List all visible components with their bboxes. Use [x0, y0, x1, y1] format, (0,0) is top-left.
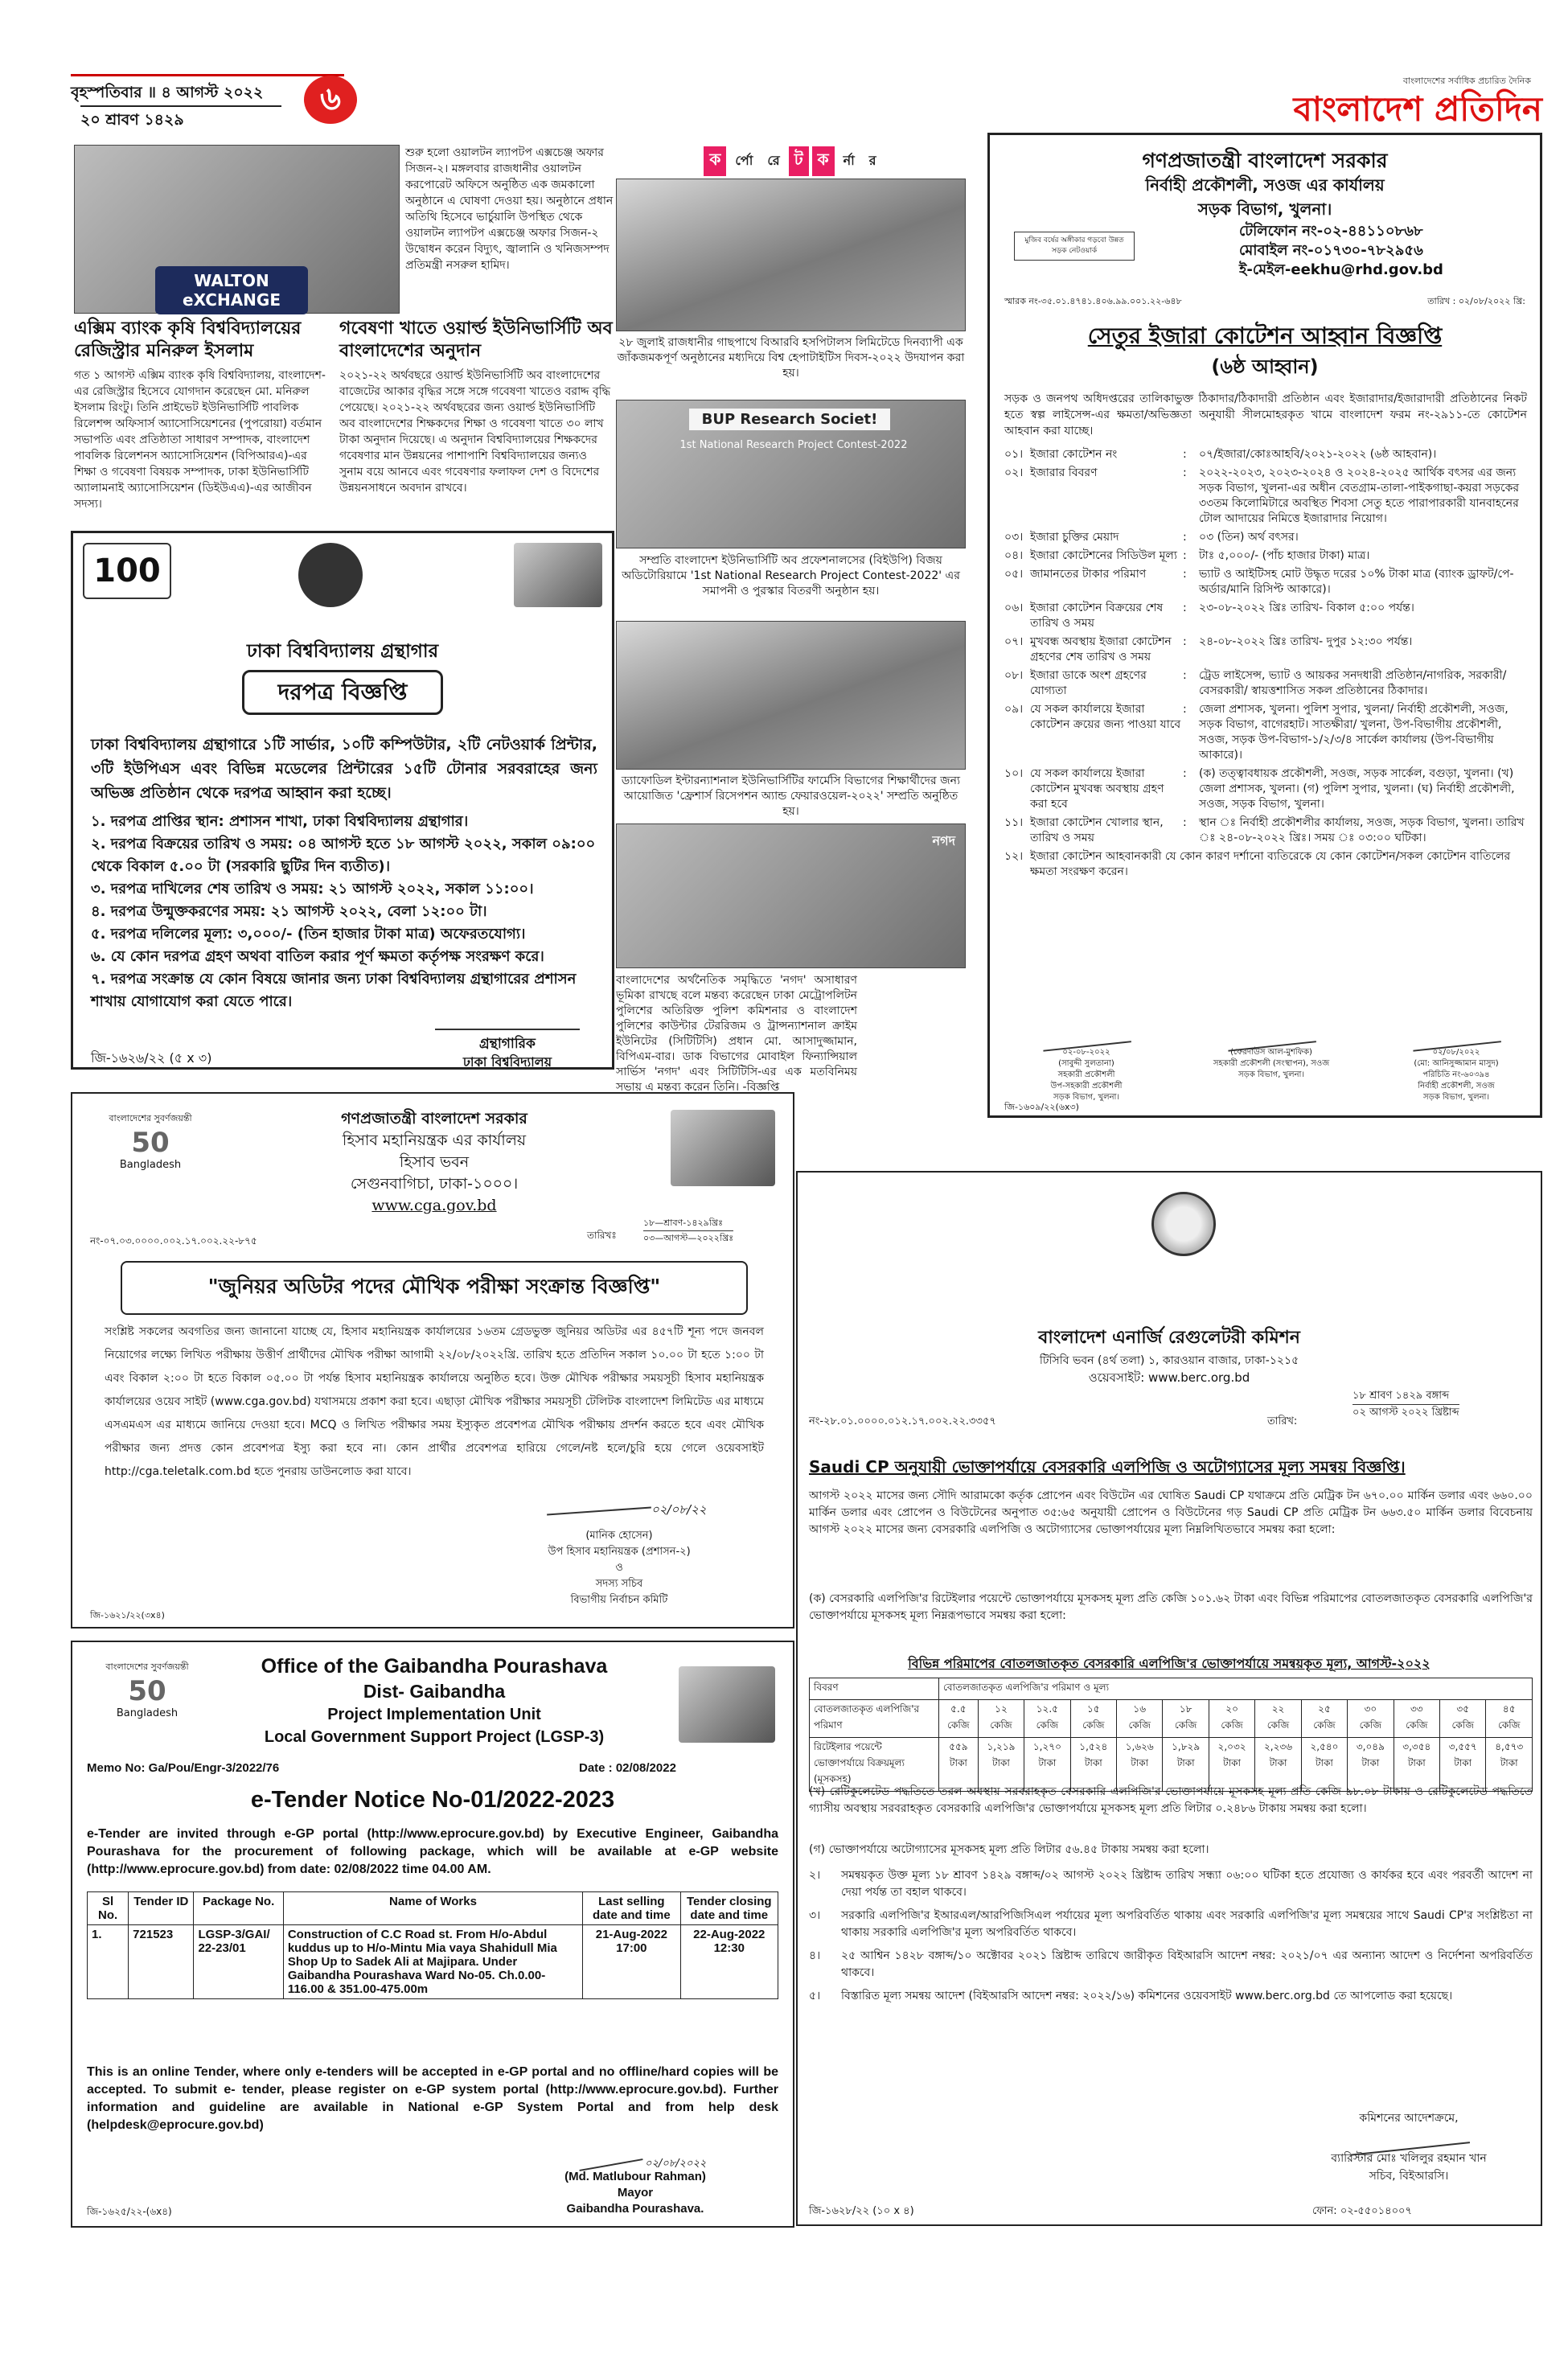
gaibandha-left-logo [87, 1660, 207, 1732]
du-item: ২. দরপত্র বিক্রয়ের তারিখ ও সময়: ০৪ আগস্ট হতে ১৮ আগস্ট ২০২২, সকাল ০৯:০০ থেকে বিকাল ৫.০০ টা (সরকারি ছুটির দিন ব্যতীত)। [91, 836, 596, 875]
gaibandha-date: Date : 02/08/2022 [579, 1761, 676, 1775]
du-items [91, 811, 601, 1013]
berc-memo: নং-২৮.০১.০০০০.০১২.১৭.০০২.২২.৩৩৫৭ [809, 1415, 996, 1427]
berc-sign-name: ব্যারিস্টার মোঃ খলিলুর রহমান খান [1331, 2152, 1487, 2165]
page-header [71, 74, 1542, 140]
cga-sign-date: ০২/০৮/২২ [651, 1502, 707, 1517]
corp-letter: রে [761, 149, 785, 174]
berc-size-cell: ১৫ কেজি [1070, 1700, 1116, 1738]
rhd-row-label: জামানতের টাকার পরিমাণ [1030, 568, 1147, 581]
berc-price-cell: ২,২৩৬ টাকা [1255, 1738, 1301, 1792]
rhd-office2: সড়ক বিভাগ, খুলনা। [1197, 199, 1332, 219]
world-title: গবেষণা খাতে ওয়ার্ল্ড ইউনিভার্সিটি অব বাংলাদেশের অনুদান [339, 318, 613, 361]
berc-table-header [810, 1678, 1533, 1700]
rhd-row-colon: : [1183, 767, 1187, 780]
rhd-row-no: ০৯। [1004, 703, 1024, 716]
rhd-row-colon: : [1183, 448, 1187, 461]
berc-point [809, 1948, 1533, 1982]
rhd-row-label: ইজারা কোটেশন খোলার স্থান, তারিখ ও সময় [1030, 816, 1164, 844]
du-item: ৭. দরপত্র সংক্রান্ত যে কোন বিষয়ে জানার জন্য ঢাকা বিশ্ববিদ্যালয় গ্রন্থাগারের প্রশাসন শাখায় যোগাযোগ করা যেতে পারে। [91, 971, 577, 1010]
gaibandha-notice [71, 1641, 794, 2228]
berc-size-cell: ১৬ কেজি [1117, 1700, 1163, 1738]
berc-point-no: ৫। [809, 1990, 821, 2002]
rhd-row-label: ইজারা কোটেশন আহবানকারী যে কোন কারণ দর্শানো ব্যতিরেকে যে কোন কোটেশন/সকল কোটেশন বাতিলের ক্ষমতা সংরক্ষণ করেন। [1030, 850, 1511, 878]
rhd-row-label: ইজারার বিবরণ [1030, 466, 1098, 479]
nagad-logo: নগদ [932, 833, 955, 848]
rhd-row-label: ইজারা কোটেশন নং [1030, 448, 1118, 461]
gaibandha-title: e-Tender Notice No-01/2022-2023 [250, 1787, 615, 1813]
du-item: ৪. দরপত্র উন্মুক্তকরণের সময়: ২১ আগস্ট ২০২২, বেলা ১২:০০ টা। [91, 903, 487, 920]
rhd-row [1004, 466, 1527, 527]
rhd-signer-name: (মো: আনিসুজ্জামান মাসুদ) [1414, 1059, 1499, 1068]
berc-point-no: ২। [809, 1869, 821, 1882]
walton-banner: WALTON eXCHANGE [155, 266, 308, 314]
table-row [810, 1700, 1533, 1738]
gaibandha-ref: জি-১৬২৫/২২-(৬x৪) [87, 2206, 172, 2217]
cga-office: হিসাব মহানিয়ন্ত্রক এর কার্যালয় [342, 1132, 527, 1149]
rhd-row [1004, 530, 1527, 545]
rhd-row-no: ০৩। [1004, 531, 1024, 544]
berc-sign-line: কমিশনের আদেশক্রমে, [1359, 2112, 1459, 2125]
gaibandha-sign-name: (Md. Matlubour Rahman) [564, 2170, 706, 2183]
rhd-row-no: ১১। [1004, 816, 1024, 829]
rhd-row-no: ০৬। [1004, 602, 1024, 614]
rhd-signer [1183, 1028, 1360, 1081]
rhd-intro: সড়ক ও জনপথ অধিদপ্তরের তালিকাভুক্ত ঠিকাদার/ঠিকাদারী প্রতিষ্ঠান এবং ইজারাদার/ইজারাদারী প্রতিষ্ঠানের নিকট হতে স্বল্প লাইসেন্স-এর ক্ষমতা/অভিজ্ঞতা অনুযায়ী সীলমোহরকৃত খামে বাংলাদেশ ফরম নং-২৯১১-তে কোটেশন আহবান করা যাচ্ছে। [1004, 392, 1527, 437]
gaibandha-line-4: Local Government Support Project (LGSP-3) [264, 1728, 605, 1746]
rhd-row [1004, 635, 1527, 665]
du-notice-title: দরপত্র বিজ্ঞপ্তি [277, 679, 408, 705]
rhd-row-colon: : [1183, 568, 1187, 581]
cga-date-1: ১৮—শ্রাবণ-১৪২৯খ্রিঃ [643, 1216, 733, 1231]
berc-ref: জি-১৬২৮/২২ (১০ x ৪) [809, 2205, 914, 2217]
berc-logo [1151, 1192, 1216, 1256]
col-header: Name of Works [283, 1892, 582, 1925]
berc-price-cell: ৩,৩৫৪ টাকা [1394, 1738, 1439, 1792]
gaibandha-line-1: Office of the Gaibandha Pourashava [261, 1655, 608, 1678]
rhd-row [1004, 567, 1527, 598]
corp-letter: র্না [838, 149, 860, 174]
rhd-contacts [1239, 222, 1529, 280]
rhd-row-label: ইজারা কোটেশনের সিডিউল মূল্য [1030, 549, 1177, 562]
rhd-row-label: যে সকল কার্যালয়ে ইজারা কোটেশন ক্রয়ের জন্য পাওয়া যাবে [1030, 703, 1181, 731]
berc-date-2: ০২ আগস্ট ২০২২ খ্রিষ্টাব্দ [1353, 1407, 1459, 1419]
rhd-row-no: ১২। [1004, 850, 1024, 863]
corp-caption-4: বাংলাদেশের অর্থনৈতিক সমৃদ্ধিতে 'নগদ' অসাধারণ ভূমিকা রাখছে বলে মন্তব্য করেছেন ঢাকা মেট্রোপলিটন পুলিশের অতিরিক্ত পুলিশ কমিশনার ও বাংলাদেশ পুলিশের কাউন্টার টেররিজম ও ট্রান্সন্যাশনাল ক্রাইম ইউনিটের (সিটিটিসি) প্রধান মো. আসাদুজ্জামান, বিপিএম-বার। ডাক বিভাগের মোবাইল ফিন্যান্সিয়াল সার্ভিস 'নগদ' এবং সিটিটিসি-এর এক মতবিনিময় সভায় এ মন্তব্য করেন তিনি। -বিজ্ঞপ্তি [616, 974, 857, 1094]
rhd-row-value: (ক) তত্ত্বাবধায়ক প্রকৌশলী, সওজ, সড়ক সার্কেল, বগুড়া, খুলনা। (খ) জেলা প্রশাসক, খুলনা। (গ) পুলিশ সুপার, খুলনা। (ঘ) নির্বাহী প্রকৌশলী, সওজ, সড়ক বিভাগ, খুলনা। [1199, 767, 1515, 811]
rhd-row [1004, 668, 1527, 699]
rhd-row-no: ০৪। [1004, 549, 1024, 562]
rhd-row-value: টাঃ ৫,০০০/- (পাঁচ হাজার টাকা) মাত্র। [1199, 549, 1370, 562]
rhd-office: নির্বাহী প্রকৌশলী, সওজ এর কার্যালয় [1145, 175, 1385, 195]
du-item: ৫. দরপত্র দলিলের মূল্য: ৩,০০০/- (তিন হাজার টাকা মাত্র) অফেরতযোগ্য। [91, 926, 526, 943]
du-item: ৬. যে কোন দরপত্র গ্রহণ অথবা বাতিল করার পূর্ণ ক্ষমতা কর্তৃপক্ষ সংরক্ষণ করে। [91, 948, 544, 965]
berc-price-cell: ৩,৫৫৭ টাকা [1440, 1738, 1486, 1792]
corp-photo-hepatitis [616, 179, 966, 331]
cga-notice [71, 1092, 794, 1629]
col-header: Tender ID [129, 1892, 194, 1925]
cga-sign-mark [547, 1506, 651, 1515]
rhd-row-value: ভ্যাট ও আইটিসহ মোট উদ্ধৃত দরের ১০% টাকা মাত্র (ব্যাংক ড্রাফট/পে-অর্ডার/মানি রিসিপ্ট আকারে)। [1199, 568, 1514, 596]
rhd-signer-title2: নির্বাহী প্রকৌশলী, সওজ [1418, 1082, 1495, 1090]
walton-photo [74, 145, 400, 314]
berc-size-cell: ১২.৫ কেজি [1024, 1700, 1070, 1738]
cga-memo: নং-০৭.০৩.০০০০.০০২.১৭.০০২.২২-৮৭৫ [90, 1235, 257, 1247]
cga-date-2: ০৩—আগস্ট—২০২২খ্রিঃ [643, 1233, 734, 1243]
corp-photo-daffodil [616, 621, 966, 770]
berc-price-cell: ৫৫৯ টাকা [939, 1738, 979, 1792]
rhd-row [1004, 702, 1527, 763]
rhd-title: সেতুর ইজারা কোটেশন আহ্বান বিজ্ঞপ্তি [1087, 322, 1443, 349]
berc-date-label: তারিখ: [1267, 1415, 1298, 1427]
berc-point-text: ২৫ আশ্বিন ১৪২৮ বঙ্গাব্দ/১০ অক্টোবর ২০২১ খ্রিষ্টাব্দ তারিখে জারীকৃত বিইআরসি আদেশ নম্বর: ২০২১/০৭ এর অন্যান্য আদেশ ও নির্দেশনা অপরিবর্তিত থাকবে। [841, 1949, 1533, 1979]
rhd-row-label: যে সকল কার্যালয়ে ইজারা কোটেশন মুখবন্ধ অবস্থায় গ্রহণ করা হবে [1030, 767, 1164, 811]
berc-table-title: বিভিন্ন পরিমাপের বোতলজাতকৃত বেসরকারি এলপিজি'র ভোক্তাপর্যায়ে সমন্বয়কৃত মূল্য, আগস্ট-২০২২ [908, 1656, 1430, 1671]
gaibandha-sign-date: ০২/০৮/২০২২ [645, 2158, 707, 2170]
masthead-brand: বাংলাদেশ প্রতিদিন [1293, 89, 1542, 129]
bup-banner: BUP Research Societ! [689, 409, 890, 430]
berc-price-cell: ২,৫৪০ টাকা [1301, 1738, 1347, 1792]
berc-points [809, 1867, 1533, 2011]
du-ref: জি-১৬২৬/২২ (৫ x ৩) [91, 1050, 212, 1066]
exim-news [74, 318, 331, 519]
rhd-row-value: জেলা প্রশাসক, খুলনা। পুলিশ সুপার, খুলনা/ নির্বাহী প্রকৌশলী, সওজ, সড়ক বিভাগ, বাগেরহাট। সাতক্ষীরা/ খুলনা, উপ-বিভাগীয় প্রকৌশলী, সওজ, সড়ক উপ-বিভাগ-১/২/৩/৪ সার্কেল কার্যালয় (উপ-বিভাগীয় আকারে)। [1199, 703, 1508, 762]
rhd-row-colon: : [1183, 466, 1187, 479]
berc-point-text: বিস্তারিত মূল্য সমন্বয় আদেশ (বিইআরসি আদেশ নম্বর: ২০২২/১৬) কমিশনের ওয়েবসাইট www.berc.org.bd তে আপলোড করা হয়েছে। [841, 1990, 1453, 2002]
rhd-signer-title3: সড়ক বিভাগ, খুলনা। [1422, 1093, 1490, 1102]
corp-letter: ট [789, 146, 809, 176]
gaibandha-sign-block [523, 2169, 748, 2217]
berc-table-head-1: বিবরণ [810, 1678, 939, 1700]
corp-letter: ক [812, 146, 835, 176]
berc-address: টিসিবি ভবন (৪র্থ তলা) ১, কারওয়ান বাজার, ঢাকা-১২১৫ [1039, 1354, 1299, 1367]
rhd-row-label: মুখবন্ধ অবস্থায় ইজারা কোটেশন গ্রহণের শেষ তারিখ ও সময় [1030, 635, 1172, 663]
rhd-row-value: ট্রেড লাইসেন্স, ভ্যাট ও আয়কর সনদধারী প্রতিষ্ঠান/নাগরিক, সরকারী/বেসরকারী/ স্বায়ত্তশাসিত সকল প্রতিষ্ঠানের ঠিকাদার। [1199, 669, 1507, 697]
cga-gov: গণপ্রজাতন্ত্রী বাংলাদেশ সরকার [341, 1110, 527, 1127]
corp-caption-1: ২৮ জুলাই রাজধানীর গাছপাথে বিআরবি হসপিটালস লিমিটেডে দিনব্যাপী এক জাঁকজমকপূর্ণ অনুষ্ঠানের মধ্যদিয়ে বিশ্ব হেপাটাইটিস দিবস-২০২২ উদযাপন করা হয়। [617, 336, 965, 380]
rhd-signers [998, 1028, 1537, 1108]
rhd-email: ই-মেইল-eekhu@rhd.gov.bd [1239, 261, 1443, 278]
berc-point-text: সরকারি এলপিজি'র ইআরএল/আরপিজিসিএল পর্যায়ের মূল্য অপরিবর্তিত থাকায় এবং সরকারি এলপিজি'র মূল্য সমন্বয়ের সাথে Saudi CP'র সংশ্লিষ্টতা না থাকায় সরকারি এলপিজি'র মূল্য অপরিবর্তিত থাকবে। [841, 1909, 1533, 1939]
cga-website[interactable]: www.cga.gov.bd [371, 1197, 497, 1214]
berc-size-cell: ১২ কেজি [978, 1700, 1024, 1738]
rhd-row-label: ইজারা কোটেশন বিক্রয়ের শেষ তারিখ ও সময় [1030, 602, 1164, 630]
rhd-row-label: ইজারা চুক্তির মেয়াদ [1030, 531, 1119, 544]
berc-item-ka: (ক) বেসরকারি এলপিজি'র রিটেইলার পয়েন্টে ভোক্তাপর্যায়ে মূসকসহ মূল্য প্রতি কেজি ১০১.৬২ টাকা এবং বিভিন্ন পরিমাপের বোতলজাতকৃত বেসরকারি এলপিজি'র ভোক্তাপর্যায়ে মূসকসহ মূল্য নিম্নরূপভাবে সমন্বয় করা হলো: [809, 1592, 1533, 1622]
du-item: ১. দরপত্র প্রাপ্তির স্থান: প্রশাসন শাখা, ঢাকা বিশ্ববিদ্যালয় গ্রন্থাগার। [91, 813, 469, 830]
berc-size-cell: ১৮ কেজি [1163, 1700, 1209, 1738]
rhd-row-no: ০২। [1004, 466, 1024, 479]
cga-sign-title-2: সদস্য সচিব [595, 1578, 643, 1590]
du-mujib-logo [514, 543, 602, 607]
cga-date-label: তারিখঃ [587, 1230, 617, 1241]
berc-date-1: ১৮ শ্রাবণ ১৪২৯ বঙ্গাব্দ [1353, 1388, 1459, 1405]
table-row [88, 1925, 778, 1999]
rhd-row-colon: : [1183, 669, 1187, 682]
gaibandha-memo: Memo No: Ga/Pou/Engr-3/2022/76 [87, 1761, 280, 1775]
cga-logo-top: বাংলাদেশের সুবর্ণজয়ন্তী [109, 1113, 192, 1123]
date-line-1: বৃহস্পতিবার ॥ ৪ আগস্ট ২০২২ [71, 84, 264, 101]
berc-price-cell: ২,০৩২ টাকা [1209, 1738, 1254, 1792]
berc-phone: ফোন: ০২-৫৫০১৪০০৭ [1312, 2205, 1412, 2217]
cell-name: Construction of C.C Road st. From H/o-Abdul kuddus up to H/o-Mintu Mia vaya Shahidull Mia Shop Up to Sadek Ali at Majipara. Under Gaibandha Pourashava Ward No-05. Ch.0.00-116.00 & 351.00-475.00m [283, 1925, 582, 1999]
cga-sign-title-1: উপ হিসাব মহানিয়ন্ত্রক (প্রশাসন-২) [548, 1546, 691, 1558]
gaibandha-mujib-logo [679, 1666, 775, 1743]
corp-photo-bup [616, 400, 966, 548]
berc-item-kha: (খ) রেটিকুলেটেড পদ্ধতিতে তরল অবস্থায় সরবরাহকৃত বেসরকারি এলপিজি'র ভোক্তাপর্যায়ে মূসকসহ মূল্য প্রতি কেজি ৯৮.০৮ টাকায় ও রেটিকুলেটেড পদ্ধতিতে গ্যাসীয় অবস্থায় সরবরাহকৃত বেসরকারি এলপিজি'র ভোক্তাপর্যায়ে মূসকসহ মূল্য প্রতি লিটার ০.২৪৮৬ টাকায় সমন্বয় করা হলো। [809, 1785, 1533, 1815]
berc-table-head-2: বোতলজাতকৃত এলপিজি'র পরিমাণ ও মূল্য [939, 1678, 1533, 1700]
du-item: ৩. দরপত্র দাখিলের শেষ তারিখ ও সময়: ২১ আগস্ট ২০২২, সকাল ১১:০০। [91, 881, 534, 897]
cga-header [217, 1108, 651, 1217]
date-block [71, 74, 344, 129]
cell-sl: 1. [88, 1925, 129, 1999]
berc-row-label: রিটেইলার পয়েন্টে ভোক্তাপর্যায়ে বিক্রয়মূল্য (মূসকসহ) [810, 1738, 939, 1792]
berc-sign-block [1280, 2109, 1537, 2185]
rhd-ref: জি-১৬০৯/২২(৬x৩) [1004, 1102, 1079, 1112]
rhd-rows [1004, 447, 1527, 883]
rhd-gov: গণপ্রজাতন্ত্রী বাংলাদেশ সরকার [1142, 149, 1388, 172]
rhd-row [1004, 849, 1527, 880]
gaibandha-line-3: Project Implementation Unit [327, 1706, 541, 1723]
berc-item-ga: (গ) ভোক্তাপর্যায়ে অটোগ্যাসের মূসকসহ মূল্য প্রতি লিটার ৫৬.৪৫ টাকায় সমন্বয় করা হলো। [809, 1843, 1209, 1856]
rhd-row-label: ইজারা ডাকে অংশ গ্রহণের যোগ্যতা [1030, 669, 1147, 697]
berc-price-cell: ১,২১৯ টাকা [978, 1738, 1024, 1792]
berc-website[interactable]: ওয়েবসাইট: www.berc.org.bd [1088, 1370, 1250, 1385]
exim-body: গত ১ আগস্ট এক্সিম ব্যাংক কৃষি বিশ্ববিদ্যালয়, বাংলাদেশ-এর রেজিস্ট্রার হিসেবে যোগদান করেছেন মো. মনিরুল ইসলাম রিংটু। তিনি প্রাইভেট ইউনিভার্সিটি পাবলিক রিলেশন্স অফিসার্স অ্যাসোসিয়েশনের (পুপরোয়া) বর্তমান সভাপতি এবং প্রতিষ্ঠাতা সাধারণ সম্পাদক, বাংলাদেশ পাবলিক রিলেশনস অ্যাসোসিয়েশন (বিপিআরএ)-এর শিক্ষা ও গবেষণা বিষয়ক সম্পাদক, ঢাকা ইউনিভার্সিটি অ্যালামনাই অ্যাসোসিয়েশন (ডিইউএএ)-এর আজীবন সদস্য। [74, 369, 326, 511]
cga-sign-name: (মানিক হোসেন) [585, 1530, 653, 1542]
berc-point [809, 1988, 1533, 2005]
cga-sign-title-3: বিভাগীয় নির্বাচন কমিটি [570, 1594, 668, 1606]
rhd-signer [1368, 1028, 1545, 1103]
berc-point-text: সমন্বয়কৃত উক্ত মূল্য ১৮ শ্রাবণ ১৪২৯ বঙ্গাব্দ/০২ আগস্ট ২০২২ খ্রিষ্টাব্দ তারিখ সন্ধ্যা ০৬:০০ ঘটিকা হতে প্রযোজ্য ও কার্যকর হবে এবং পরবর্তী আদেশ না দেয়া পর্যন্ত তা বহাল থাকবে। [841, 1869, 1533, 1899]
rhd-row-colon: : [1183, 531, 1187, 544]
berc-point [809, 1867, 1533, 1901]
rhd-row-colon: : [1183, 549, 1187, 562]
rhd-signer-title1: সহকারী প্রকৌশলী [1057, 1070, 1115, 1079]
cga-sign-and: ও [615, 1562, 623, 1574]
du-intro: ঢাকা বিশ্ববিদ্যালয় গ্রন্থাগারে ১টি সার্ভার, ১০টি কম্পিউটার, ২টি নেটওয়ার্ক প্রিন্টার, ৩টি ইউপিএস এবং বিভিন্ন মডেলের প্রিন্টারের ১৫টি টোনার সরবরাহের জন্য অভিজ্ঞ প্রতিষ্ঠান থেকে দরপত্র আহ্বান করা হচ্ছে। [91, 736, 597, 802]
rhd-row-colon: : [1183, 602, 1187, 614]
rhd-stamp: মুজিব বর্ষের অঙ্গীকার গড়বো উন্নত সড়ক নেটওয়ার্ক [1014, 232, 1135, 261]
rhd-row-value: ০৭/ইজারা/কোঃআহবি/২০২১-২০২২ (৬ষ্ঠ আহবান)। [1199, 448, 1437, 461]
berc-point [809, 1908, 1533, 1941]
date-line-2: ২০ শ্রাবণ ১৪২৯ [80, 105, 281, 134]
rhd-row-value: ২০২২-২০২৩, ২০২৩-২০২৪ ও ২০২৪-২০২৫ আর্থিক বৎসর এর জন্য সড়ক বিভাগ, খুলনা-এর অধীন বেতগ্রাম-তালা-পাইকগাছা-কয়রা সড়কের ৩৩তম কিলোমিটারে অবস্থিত শিবসা সেতু হতে পারাপারকারী যানবাহনের টোল আদায়ের নিমিত্তে ইজারাদার নিয়োগ। [1199, 466, 1520, 525]
rhd-signer-name: (ফেরদাউস আল-মুশফিক) [1230, 1048, 1312, 1057]
cga-left-logo [90, 1111, 211, 1184]
berc-point-no: ৪। [809, 1949, 821, 1962]
rhd-signer [998, 1028, 1175, 1103]
cga-logo-text: Bangladesh [119, 1159, 182, 1171]
corporate-corner [616, 146, 970, 1123]
corporate-corner-label [616, 146, 970, 176]
cga-title: "জুনিয়র অডিটর পদের মৌখিক পরীক্ষা সংক্রান্ত বিজ্ঞপ্তি" [121, 1261, 748, 1315]
rhd-phone: টেলিফোন নং-০২-৪৪১১০৮৬৮ [1239, 223, 1423, 240]
col-header: Package No. [194, 1892, 283, 1925]
rhd-row [1004, 815, 1527, 846]
rhd-row [1004, 548, 1527, 564]
exim-title: এক্সিম ব্যাংক কৃষি বিশ্ববিদ্যালয়ের রেজিস্ট্রার মনিরুল ইসলাম [74, 318, 302, 361]
berc-notice [796, 1171, 1542, 2226]
berc-sign-title: সচিব, বিইআরসি। [1369, 2170, 1449, 2183]
cell-last: 21-Aug-2022 17:00 [583, 1925, 680, 1999]
corp-caption-2: সম্প্রতি বাংলাদেশ ইউনিভার্সিটি অব প্রফেশনালসের (বিইউপি) বিজয় অডিটোরিয়ামে '1st National Research Project Contest-2022' এর সমাপনী ও পুরস্কার বিতরণী অনুষ্ঠান হয়। [622, 554, 960, 598]
gaibandha-sign-org: Gaibandha Pourashava. [566, 2202, 704, 2216]
rhd-row [1004, 447, 1527, 462]
rhd-signer-title2: উপ-সহকারী প্রকৌশলী [1050, 1082, 1123, 1090]
cell-package: LGSP-3/GAI/ 22-23/01 [194, 1925, 283, 1999]
rhd-signer-name: (সাবুদ্দী সুলতানা) [1058, 1059, 1114, 1068]
corp-letter: ক [704, 146, 726, 176]
cga-date-block [643, 1216, 733, 1246]
world-body: ২০২১-২২ অর্থবছরে ওয়ার্ল্ড ইউনিভার্সিটি অব বাংলাদেশের বাজেটের আকার বৃদ্ধির সঙ্গে সঙ্গে গবেষণা খাতেও বরাদ্দ বৃদ্ধি পেয়েছে। ২০২১-২২ অর্থবছরের জন্য ওয়ার্ল্ড ইউনিভার্সিটি অব বাংলাদেশের শিক্ষকদের শিক্ষা ও গবেষণা খাতে ৩০ লাখ টাকা অনুদান দিয়েছে। এ অনুদান বিশ্ববিদ্যালয়ের শিক্ষকদের গবেষণার মান উন্নয়নের পাশাপাশি বিশ্ববিদ্যালয়ের জন্যও সুনাম বয়ে আনবে এবং গবেষণার ফলাফল দেশ ও বিদেশের উন্নয়নসাধনে অবদান রাখবে। [339, 369, 611, 495]
rhd-row-colon: : [1183, 635, 1187, 648]
col-header: Sl No. [88, 1892, 129, 1925]
gaibandha-logo-text: Bangladesh [116, 1707, 179, 1719]
rhd-row-no: ০৭। [1004, 635, 1024, 648]
corp-caption-3: ড্যাফোডিল ইন্টারন্যাশনাল ইউনিভার্সিটির ফার্মেসি বিভাগের শিক্ষার্থীদের জন্য আয়োজিত 'ফ্রেশার্স রিসেপশন অ্যান্ড ফেয়ারওয়েল-২০২২' সম্প্রতি অনুষ্ঠিত হয়। [621, 774, 961, 818]
gaibandha-line-2: Dist- Gaibandha [363, 1681, 506, 1702]
rhd-signer-title1: পরিচিতি নং-৬০৩৯৪ [1422, 1070, 1490, 1079]
berc-price-cell: ১,৮২৯ টাকা [1163, 1738, 1209, 1792]
cga-building: হিসাব ভবন [399, 1153, 470, 1171]
rhd-mobile: মোবাইল নং-০১৭৩০-৭৮২৯৫৬ [1239, 242, 1423, 259]
berc-size-cell: ৪৫ কেজি [1486, 1700, 1533, 1738]
bup-banner-2: 1st National Research Project Contest-2022 [679, 439, 908, 451]
page-number-text: ৬ [319, 80, 341, 117]
du-sign-title: গ্রন্থাগারিক [479, 1036, 536, 1052]
berc-date-block [1353, 1388, 1459, 1421]
du-sign-org: ঢাকা বিশ্ববিদ্যালয় [462, 1054, 552, 1070]
rhd-row-no: ০১। [1004, 448, 1024, 461]
berc-price-table [809, 1678, 1533, 1792]
rhd-row-no: ০৫। [1004, 568, 1024, 581]
berc-price-cell: ১,৬২৬ টাকা [1117, 1738, 1163, 1792]
corp-letter: র [864, 149, 882, 174]
cga-signature [523, 1496, 724, 1525]
col-header: Tender closing date and time [680, 1892, 778, 1925]
berc-price-cell: ৩,০৪৯ টাকা [1348, 1738, 1394, 1792]
berc-title: Saudi CP অনুযায়ী ভোক্তাপর্যায়ে বেসরকারি এলপিজি ও অটোগ্যাসের মূল্য সমন্বয় বিজ্ঞপ্তি। [809, 1457, 1406, 1477]
rhd-memo: স্মারক নং-৩৫.০১.৪৭৪১.৪০৬.৯৯.০০১.২২-৬৪৮ [1004, 296, 1182, 306]
rhd-row-value: স্থান ঃ নির্বাহী প্রকৌশলীর কার্যালয়, সওজ, সড়ক বিভাগ, খুলনা। তারিখ ঃ ২৪-০৮-২০২২ খ্রিঃ। সময় ঃ ০৩:০০ ঘটিকা। [1199, 816, 1525, 844]
walton-text: শুরু হলো ওয়ালটন ল্যাপটপ এক্সচেঞ্জ অফার সিজন-২। মঙ্গলবার রাজধানীর ওয়ালটন করপোরেট অফিসে অনুষ্ঠিত এক জমকালো অনুষ্ঠানে এ ঘোষণা দেওয়া হয়। অনুষ্ঠানে প্রধান অতিথি হিসেবে ভার্চুয়ালি উপস্থিত থেকে ওয়ালটন ল্যাপটপ এক্সচেঞ্জ অফার সিজন-২ উদ্বোধন করেন বিদ্যুৎ, জ্বালানি ও খনিজসম্পদ প্রতিমন্ত্রী নসরুল হামিদ। [405, 146, 614, 272]
gaibandha-sign-title: Mayor [617, 2186, 654, 2199]
du-signature [435, 1006, 580, 1030]
cell-id: 721523 [129, 1925, 194, 1999]
cga-mujib-logo [671, 1110, 775, 1186]
corp-letter: র্পো [729, 149, 758, 174]
rhd-signer-date: ০২/০৮/২০২২ [1432, 1048, 1480, 1057]
rhd-signer-date: ০২-০৮-২০২২ [1062, 1048, 1110, 1057]
cga-logo-num: 50 [131, 1127, 170, 1159]
du-notice-title-box [242, 670, 443, 715]
rhd-row-no: ০৮। [1004, 669, 1024, 682]
berc-point-no: ৩। [809, 1909, 821, 1922]
gaibandha-logo-top: বাংলাদেশের সুবর্ণজয়ন্তী [105, 1661, 189, 1672]
gaibandha-footer: This is an online Tender, where only e-tenders will be accepted in e-GP portal and no offline/hard copies will be accepted. To submit e- tender, please register on e-GP system portal (http://www.eprocure.gov.bd). Further information and guideline are available in National e-GP System Portal and from help desk (helpdesk@eprocure.gov.bd) [87, 2065, 778, 2132]
cga-address: সেগুনবাগিচা, ঢাকা-১০০০। [350, 1175, 519, 1193]
page-number [304, 76, 357, 124]
rhd-signer-title1: সহকারী প্রকৌশলী (সংস্থাপন), সওজ [1213, 1059, 1330, 1068]
rhd-row-value: ২৩-০৮-২০২২ খ্রিঃ তারিখ- বিকাল ৫:০০ পর্যন্ত। [1199, 602, 1414, 614]
rhd-row-value: ২৪-০৮-২০২২ খ্রিঃ তারিখ- দুপুর ১২:৩০ পর্যন্ত। [1199, 635, 1413, 648]
du-centenary-logo [83, 543, 171, 599]
berc-size-cell: ২২ কেজি [1255, 1700, 1301, 1738]
du-centenary-badge: 100 [93, 552, 161, 589]
rhd-row-value: ০৩ (তিন) অর্থ বৎসর। [1199, 531, 1299, 544]
rhd-row-colon: : [1183, 703, 1187, 716]
du-seal [298, 543, 363, 607]
masthead-tagline: বাংলাদেশের সর্বাধিক প্রচারিত দৈনিক [1402, 76, 1531, 86]
berc-size-cell: ৩৫ কেজি [1440, 1700, 1486, 1738]
cga-sign-block [491, 1528, 748, 1608]
berc-size-cell: ৩০ কেজি [1348, 1700, 1394, 1738]
rhd-row-colon: : [1183, 816, 1187, 829]
du-library-notice [71, 531, 614, 1070]
berc-row-label: বোতলজাতকৃত এলপিজি'র পরিমাণ [810, 1700, 939, 1738]
berc-price-cell: ৪,৫৭৩ টাকা [1486, 1738, 1533, 1792]
cga-body: সংশ্লিষ্ট সকলের অবগতির জন্য জানানো যাচ্ছে যে, হিসাব মহানিয়ন্ত্রক কার্যালয়ের ১৬তম গ্রেডভুক্ত জুনিয়র অডিটর এর ৪৫৭টি শূন্য পদে জনবল নিয়োগের লক্ষ্যে লিখিত পরীক্ষায় উত্তীর্ণ প্রার্থীদের মৌখিক পরীক্ষা আগামী ২২/০৮/২০২২খ্রি. তারিখ হতে প্রতিদিন সকাল ১০.০০ টা হতে ১:০০ টা এবং বিকাল ২:০০ টা হতে বিকাল ০৫.০০ টা পর্যন্ত হিসাব মহানিয়ন্ত্রক কার্যালয়ে অনুষ্ঠিত হবে। উক্ত মৌখিক পরীক্ষার সময়সূচী হিসাব মহানিয়ন্ত্রক কার্যালয়ের ওয়েব সাইট (www.cga.gov.bd) যথাসময়ে প্রকাশ করা হবে। এছাড়া মৌখিক পরীক্ষার সময়সূচী টেলিটক বাংলাদেশ লিমিটেড এর মাধ্যমে এসএমএস এর মাধ্যমে জানিয়ে দেওয়া হবে। MCQ ও লিখিত পরীক্ষার সময় ইস্যুকৃত প্রবেশপত্র মৌখিক পরীক্ষায় প্রদর্শন করতে হবে এবং মৌখিক পরীক্ষার জন্য প্রদত্ত কোন প্রবেশপত্র ইস্যু করা হবে না। কোন প্রার্থীর প্রবেশপত্র হারিয়ে গেলে/নষ্ট হলে/চুরি হয়ে গেলে ওয়েবসাইট http://cga.teletalk.com.bd হতে পুনরায় ডাউনলোড করা যাবে। [105, 1325, 764, 1478]
rhd-signer-title3: সড়ক বিভাগ, খুলনা। [1053, 1093, 1120, 1102]
corp-photo-nagad [616, 824, 966, 968]
berc-price-cell: ১,২৭০ টাকা [1024, 1738, 1070, 1792]
rhd-notice [987, 133, 1542, 1118]
rhd-row [1004, 601, 1527, 631]
cell-close: 22-Aug-2022 12:30 [680, 1925, 778, 1999]
cga-ref: জি-১৬২১/২২(৩x৪) [90, 1610, 165, 1620]
masthead [1205, 74, 1542, 130]
gaibandha-table-header [88, 1892, 778, 1925]
berc-intro: আগস্ট ২০২২ মাসের জন্য সৌদি আরামকো কর্তৃক প্রোপেন এবং বিউটেন এর ঘোষিত Saudi CP যথাক্রমে প্রতি মেট্রিক টন ৬৭০.০০ মার্কিন ডলার এবং ৬৬০.০০ মার্কিন ডলার এবং প্রোপেন ও বিউটেনের অনুপাত ৩৫:৬৫ অনুযায়ী প্রোপেন ও বিউটেনের গড় Saudi CP প্রতি মেট্রিক টন ৬৬৩.৫০ মার্কিন ডলার বিবেচনায় আগস্ট ২০২২ মাসের জন্য বেসরকারি এলপিজি ও অটোগ্যাসের ভোক্তাপর্যায়ের মূল্য নিম্নলিখিতভাবে সমন্বয় করা হলো: [809, 1489, 1533, 1536]
gaibandha-table [87, 1891, 778, 1999]
rhd-date: তারিখ : ০২/০৮/২০২২ খ্রি: [1427, 296, 1525, 306]
gaibandha-logo-num: 50 [128, 1675, 166, 1707]
du-org: ঢাকা বিশ্ববিদ্যালয় গ্রন্থাগার [246, 641, 439, 662]
gaibandha-intro: e-Tender are invited through e-GP portal (http://www.eprocure.gov.bd) by Executive Engineer, Gaibandha Pourashava for the procurement of following package, which will be available at e-GP website (http://www.eprocure.gov.bd) from date: 02/08/2022 time 04.00 AM. [87, 1827, 778, 1876]
walton-news [74, 145, 613, 318]
rhd-subtitle: (৬ষ্ঠ আহ্বান) [1211, 355, 1319, 378]
berc-price-cell: ১,৫২৪ টাকা [1070, 1738, 1116, 1792]
col-header: Last selling date and time [583, 1892, 680, 1925]
berc-size-cell: ৩৩ কেজি [1394, 1700, 1439, 1738]
berc-size-cell: ৫.৫ কেজি [939, 1700, 979, 1738]
rhd-signer-title3: সড়ক বিভাগ, খুলনা। [1238, 1070, 1305, 1079]
rhd-row [1004, 766, 1527, 812]
berc-name: বাংলাদেশ এনার্জি রেগুলেটরী কমিশন [1038, 1328, 1300, 1348]
rhd-row-no: ১০। [1004, 767, 1024, 780]
berc-size-cell: ২০ কেজি [1209, 1700, 1254, 1738]
world-news [339, 318, 613, 519]
gaibandha-header [217, 1653, 651, 1748]
berc-size-cell: ২৫ কেজি [1301, 1700, 1347, 1738]
